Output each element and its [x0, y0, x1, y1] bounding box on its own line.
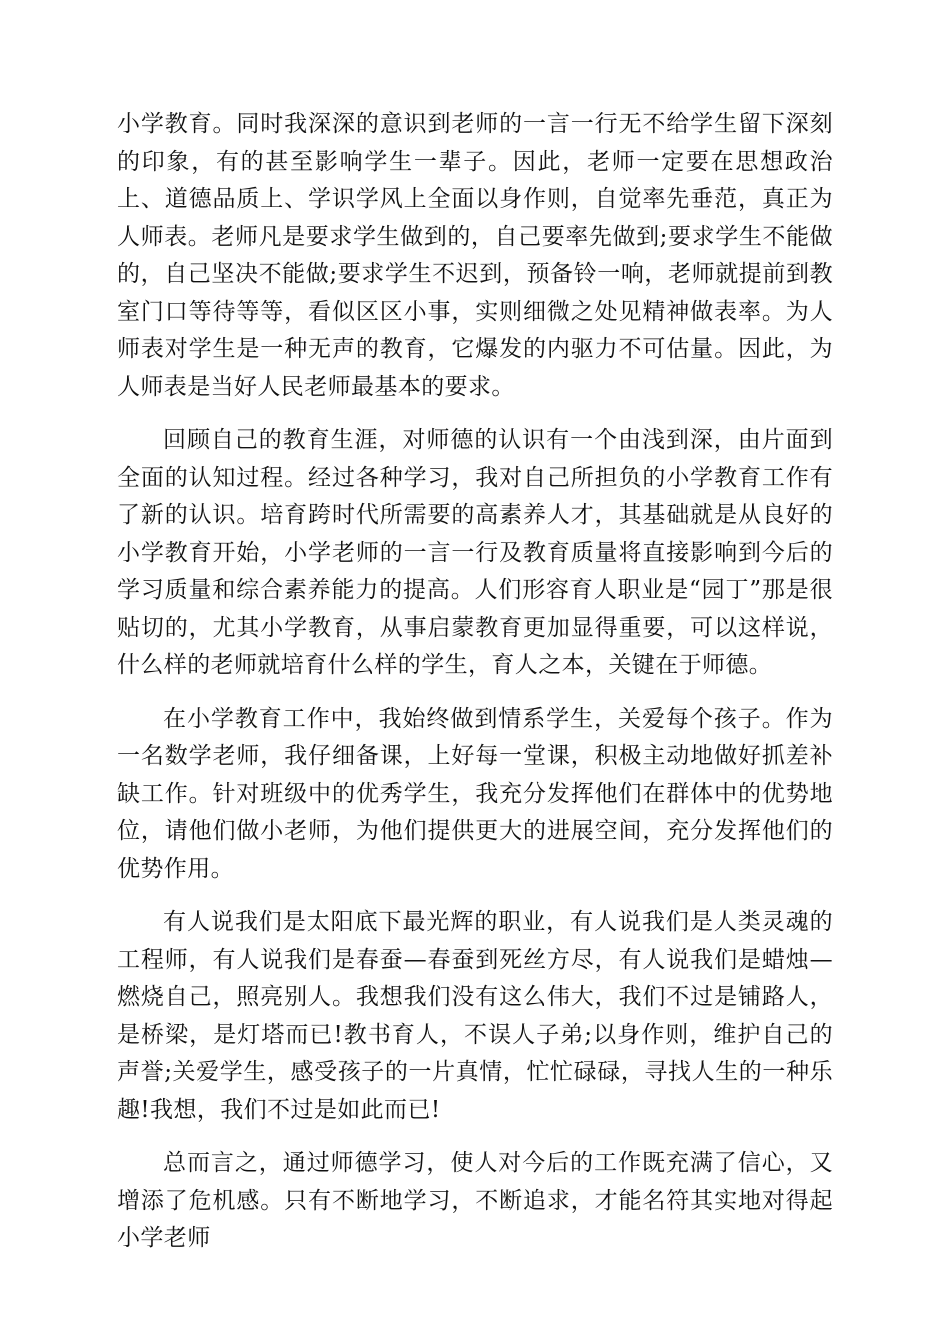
paragraph-1: 小学教育。同时我深深的意识到老师的一言一行无不给学生留下深刻的印象，有的甚至影响学生一辈子。因此，老师一定要在思想政治上、道德品质上、学识学风上全面以身作则，自觉率先垂范，真正为人师表。老师凡是要求学生做到的，自己要率先做到;要求学生不能做的，自己坚决不能做;要求学生不迟到，预备铃一响，老师就提前到教室门口等待等等，看似区区小事，实则细微之处见精神做表率。为人师表对学生是一种无声的教育，它爆发的内驱力不可估量。因此，为人师表是当好人民老师最基本的要求。: [117, 111, 833, 400]
paragraph-4: 有人说我们是太阳底下最光辉的职业，有人说我们是人类灵魂的工程师，有人说我们是春蚕—春蚕到死丝方尽，有人说我们是蜡烛—燃烧自己，照亮别人。我想我们没有这么伟大，我们不过是铺路人，是桥梁，是灯塔而已!教书育人，不误人子弟;以身作则，维护自己的声誉;关爱学生，感受孩子的一片真情，忙忙碌碌，寻找人生的一种乐趣!我想，我们不过是如此而已!: [117, 909, 833, 1123]
paragraph-5: 总而言之，通过师德学习，使人对今后的工作既充满了信心，又增添了危机感。只有不断地学习，不断追求，才能名符其实地对得起小学老师: [117, 1150, 833, 1251]
paragraph-2: 回顾自己的教育生涯，对师德的认识有一个由浅到深，由片面到全面的认知过程。经过各种学习，我对自己所担负的小学教育工作有了新的认识。培育跨时代所需要的高素养人才，其基础就是从良好的小学教育开始，小学老师的一言一行及教育质量将直接影响到今后的学习质量和综合素养能力的提高。人们形容育人职业是“园丁”那是很贴切的，尤其小学教育，从事启蒙教育更加显得重要，可以这样说，什么样的老师就培育什么样的学生，育人之本，关键在于师德。: [117, 427, 833, 678]
paragraph-3: 在小学教育工作中，我始终做到情系学生，关爱每个孩子。作为一名数学老师，我仔细备课，上好每一堂课，积极主动地做好抓差补缺工作。针对班级中的优秀学生，我充分发挥他们在群体中的优势地位，请他们做小老师，为他们提供更大的进展空间，充分发挥他们的优势作用。: [117, 705, 833, 882]
body-text: [117, 106, 833, 1274]
